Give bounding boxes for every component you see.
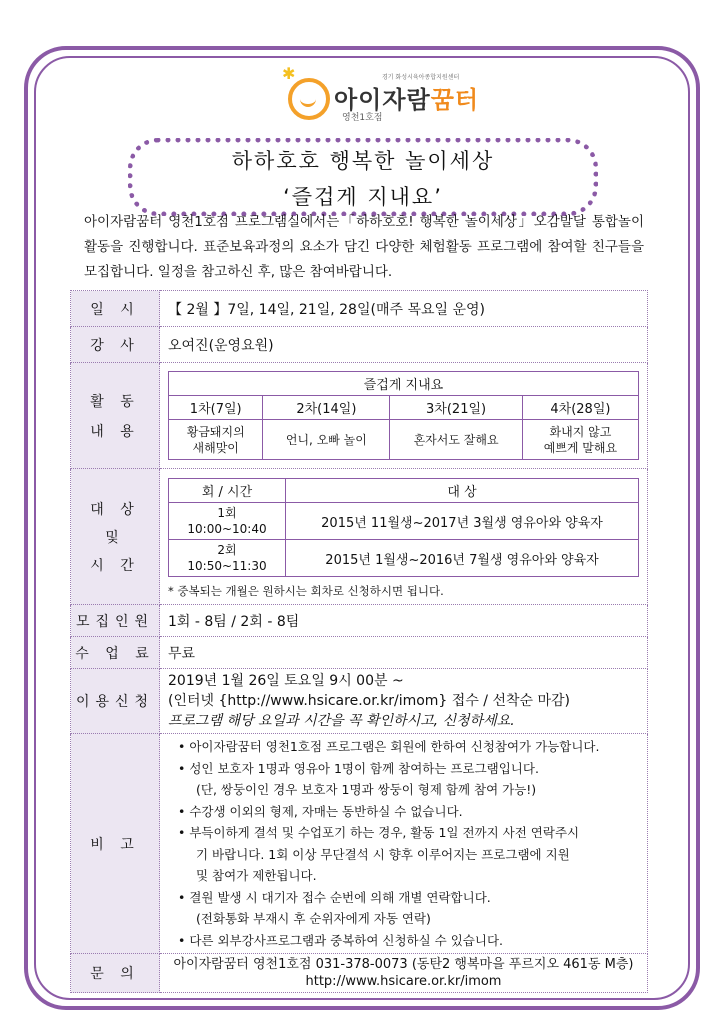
teacher-label: 강 사 xyxy=(71,327,160,363)
target-label-1: 대 상 xyxy=(90,501,140,518)
fee-value: 무료 xyxy=(160,637,648,669)
session-2-hours: 10:50~11:30 xyxy=(187,559,267,573)
logo-brand-post: 꿈터 xyxy=(430,86,480,114)
activity-item-3: 혼자서도 잘해요 xyxy=(390,420,523,460)
remark-line: (전화통화 부재시 후 순위자에게 자동 연락) xyxy=(196,911,431,926)
remark-line: • 부득이하게 결석 및 수업포기 하는 경우, 활동 1일 전까지 사전 연락주시 xyxy=(178,825,580,840)
session-2-target: 2015년 1월생~2016년 7월생 영유아와 양육자 xyxy=(286,540,639,577)
activity-item-4 xyxy=(522,420,638,460)
date-value: 【 2월 】7일, 14일, 21일, 28일(매주 목요일 운영) xyxy=(160,291,648,327)
activity-item-2: 언니, 오빠 놀이 xyxy=(263,420,390,460)
activity-label xyxy=(71,363,160,469)
activity-item-4-line2: 예쁘게 말해요 xyxy=(543,440,618,455)
activity-label-1: 활 동 xyxy=(90,393,140,410)
session-1-no: 1회 xyxy=(217,506,237,520)
remarks-label: 비 고 xyxy=(71,734,160,954)
apply-cell xyxy=(160,669,648,734)
target-label-3: 시 간 xyxy=(90,557,140,574)
smile-face-icon xyxy=(288,78,330,120)
contact-line1: 아이자람꿈터 영천1호점 031-378-0073 (동탄2 행복마을 푸르지오 461동 M층) xyxy=(173,957,634,972)
remark-line: 기 바랍니다. 1회 이상 무단결석 시 향후 이루어지는 프로그램에 지원 xyxy=(196,846,570,862)
activity-item-1-line2: 새해맞이 xyxy=(192,440,239,455)
session-2-no: 2회 xyxy=(217,543,237,557)
session-head-target: 대 상 xyxy=(286,479,639,503)
remark-line: 및 참여가 제한됩니다. xyxy=(196,868,317,883)
remark-line: • 성인 보호자 1명과 영유아 1명이 함께 참여하는 프로그램입니다. xyxy=(178,760,539,776)
remark-line: • 아이자람꿈터 영천1호점 프로그램은 회원에 한하여 신청참여가 가능합니다. xyxy=(178,739,600,754)
info-table xyxy=(70,290,648,993)
session-note: * 중복되는 개월은 원하시는 회차로 신청하시면 됩니다. xyxy=(168,584,444,598)
activity-col-4: 4차(28일) xyxy=(522,396,638,420)
session-1-hours: 10:00~10:40 xyxy=(187,522,267,536)
remarks-cell xyxy=(160,734,648,954)
logo xyxy=(282,66,502,126)
capacity-label: 모집인원 xyxy=(71,605,160,637)
activity-header: 즐겁게 지내요 xyxy=(169,372,639,396)
activity-cell xyxy=(160,363,648,469)
logo-org: 경기 화성시육아종합지원센터 xyxy=(382,74,460,81)
apply-line2: (인터넷 {http://www.hsicare.or.kr/imom} 접수 / 선착순 마감) xyxy=(168,693,570,709)
activity-item-1 xyxy=(169,420,263,460)
apply-line1: 2019년 1월 26일 토요일 9시 00분 ~ xyxy=(168,673,404,689)
remark-line: • 수강생 이외의 형제, 자매는 동반하실 수 없습니다. xyxy=(178,803,463,819)
capacity-value: 1회 - 8팀 / 2회 - 8팀 xyxy=(160,605,648,637)
title-line1: 하하호호 행복한 놀이세상 xyxy=(231,149,495,173)
title-line2: ‘즐겁게 지내요’ xyxy=(283,185,443,209)
activity-item-4-line1: 화내지 않고 xyxy=(549,424,612,439)
contact-cell xyxy=(160,954,648,993)
session-1-time xyxy=(169,503,286,540)
target-label xyxy=(71,469,160,605)
apply-line3: 프로그램 해당 요일과 시간을 꼭 확인하시고, 신청하세요. xyxy=(168,713,515,729)
title-box xyxy=(128,138,598,216)
target-label-2: 및 xyxy=(105,529,125,546)
activity-table xyxy=(168,371,639,460)
activity-col-2: 2차(14일) xyxy=(263,396,390,420)
activity-col-1: 1차(7일) xyxy=(169,396,263,420)
star-icon: ✱ xyxy=(282,64,296,83)
remark-line: • 결원 발생 시 대기자 접수 순번에 의해 개별 연락합니다. xyxy=(178,889,491,905)
contact-label: 문 의 xyxy=(71,954,160,993)
activity-col-3: 3차(21일) xyxy=(390,396,523,420)
activity-item-1-line1: 황금돼지의 xyxy=(186,424,245,439)
apply-label: 이용신청 xyxy=(71,669,160,734)
session-1-target: 2015년 11월생~2017년 3월생 영유아와 양육자 xyxy=(286,503,639,540)
fee-label: 수 업 료 xyxy=(71,637,160,669)
logo-branch: 영천1호점 xyxy=(342,113,383,123)
activity-label-2: 내 용 xyxy=(90,423,140,440)
intro-text: 아이자람꿈터 영천1호점 프로그램실에서는「하하호호! 행복한 놀이세상」오감발달 통합놀이 활동을 진행합니다. 표준보육과정의 요소가 담긴 다양한 체험활동 프로그램에 참여할 친구들을 모집합니다. 일정을 참고하신 후, 많은 참여바랍니다. xyxy=(84,214,644,280)
session-table xyxy=(168,478,639,577)
session-2-time xyxy=(169,540,286,577)
remark-line: • 다른 외부강사프로그램과 중복하여 신청하실 수 있습니다. xyxy=(178,932,503,948)
teacher-value: 오여진(운영요원) xyxy=(160,327,648,363)
session-head-time: 회 / 시간 xyxy=(169,479,286,503)
target-cell xyxy=(160,469,648,605)
date-label: 일 시 xyxy=(71,291,160,327)
remark-line: (단, 쌍둥이인 경우 보호자 1명과 쌍둥이 형제 함께 참여 가능!) xyxy=(196,782,537,797)
contact-url[interactable]: http://www.hsicare.or.kr/imom xyxy=(305,974,502,989)
logo-brand-pre: 아이자람 xyxy=(334,86,431,114)
